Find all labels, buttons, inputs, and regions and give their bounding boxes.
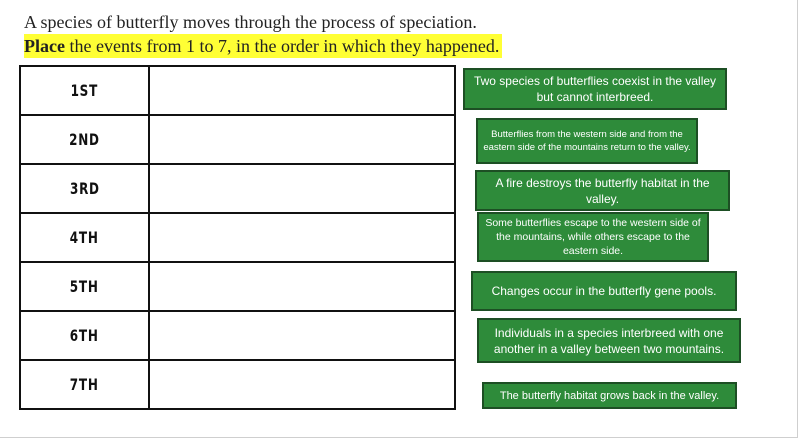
rank-label: 5TH [20, 262, 149, 311]
rank-label: 1ST [20, 66, 149, 115]
rank-label: 3RD [20, 164, 149, 213]
ordering-table [19, 65, 456, 410]
draggable-event-card[interactable]: Two species of butterflies coexist in the valley but cannot interbreed. [463, 68, 727, 110]
order-row [20, 262, 455, 311]
drop-slot-5[interactable] [149, 262, 455, 311]
question-prompt [24, 10, 664, 58]
instruction-text: the events from 1 to 7, in the order in which they happened. [64, 36, 500, 56]
drop-slot-4[interactable] [149, 213, 455, 262]
question-text: A species of butterfly moves through the process of speciation. [24, 12, 477, 32]
rank-label: 2ND [20, 115, 149, 164]
draggable-event-card[interactable]: Some butterflies escape to the western side of the mountains, while others escape to the eastern side. [477, 212, 709, 262]
draggable-event-card[interactable]: Butterflies from the western side and from the eastern side of the mountains return to the valley. [476, 118, 698, 164]
drop-slot-6[interactable] [149, 311, 455, 360]
draggable-event-card[interactable]: Changes occur in the butterfly gene pools. [471, 271, 737, 311]
order-row [20, 360, 455, 409]
draggable-event-card[interactable]: Individuals in a species interbreed with one another in a valley between two mountains. [477, 318, 741, 363]
drop-slot-7[interactable] [149, 360, 455, 409]
rank-label: 4TH [20, 213, 149, 262]
instruction-keyword: Place [24, 36, 65, 56]
order-row [20, 164, 455, 213]
order-row [20, 311, 455, 360]
rank-label: 6TH [20, 311, 149, 360]
order-row [20, 115, 455, 164]
drop-slot-3[interactable] [149, 164, 455, 213]
draggable-event-card[interactable]: A fire destroys the butterfly habitat in the valley. [475, 170, 730, 211]
order-row [20, 66, 455, 115]
drop-slot-2[interactable] [149, 115, 455, 164]
order-row [20, 213, 455, 262]
question-instruction [24, 34, 502, 58]
rank-label: 7TH [20, 360, 149, 409]
drop-slot-1[interactable] [149, 66, 455, 115]
draggable-event-card[interactable]: The butterfly habitat grows back in the valley. [482, 382, 737, 409]
